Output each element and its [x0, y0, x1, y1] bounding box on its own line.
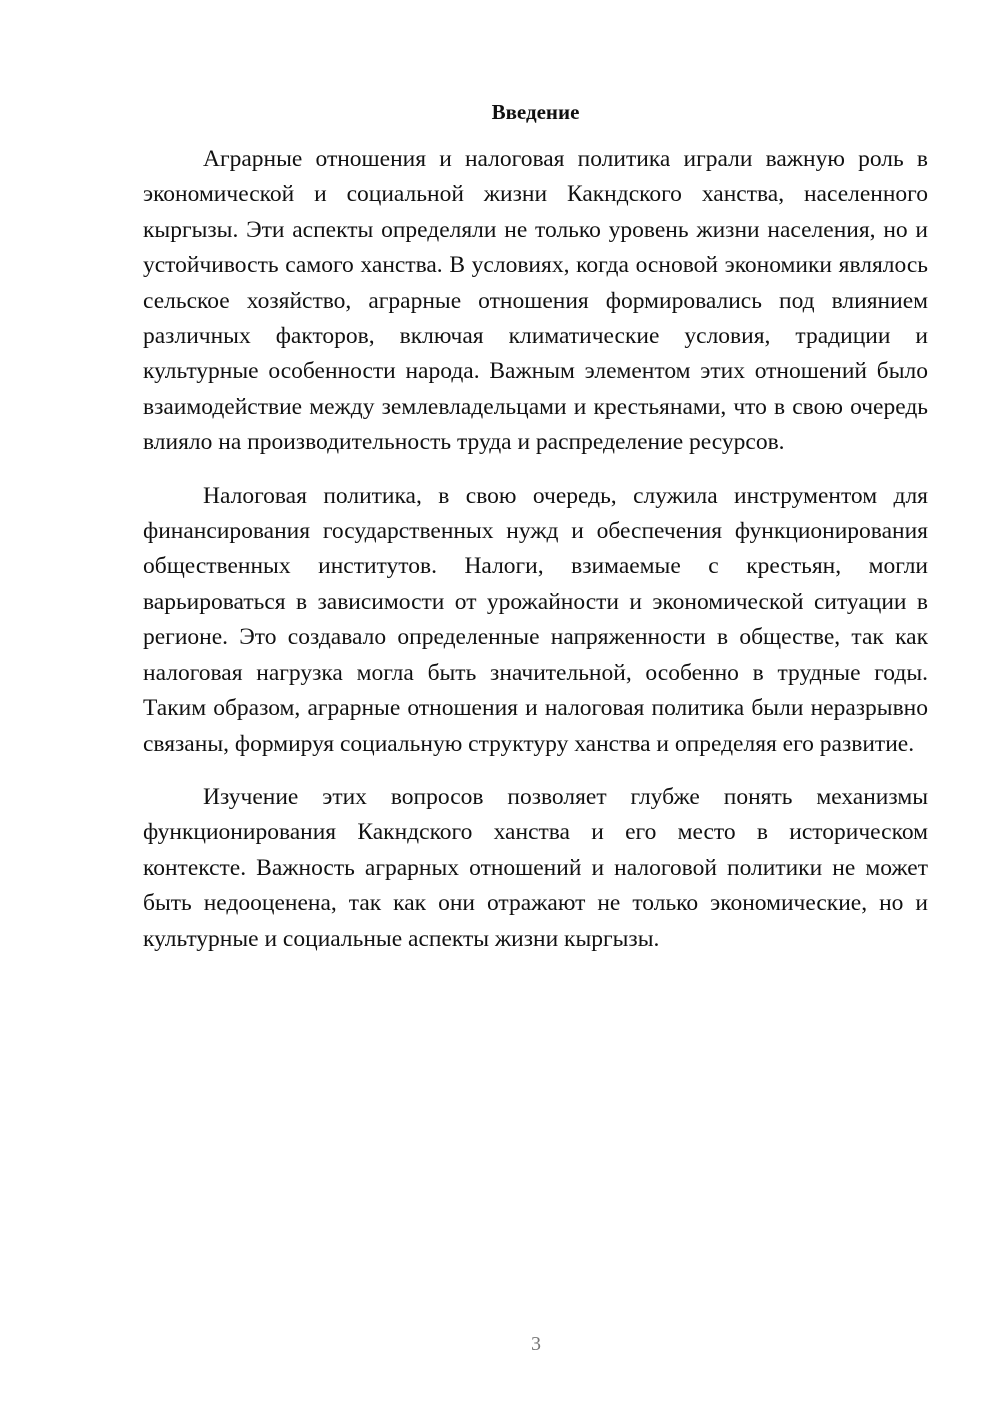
paragraph-2: Налоговая политика, в свою очередь, служила инструментом для финансирования государственных нужд и обеспечения функционирования общественных институтов. Налоги, взимаемые с крестьян, могли варьироваться в зависимости от урожайности и экономической ситуации в регионе. Это создавало определенные напряженности в обществе, так как налоговая нагрузка могла быть значительной, особенно в трудные годы. Таким образом, аграрные отношения и налоговая политика были неразрывно связаны, формируя социальную структуру ханства и определяя его развитие.	[143, 482, 928, 757]
paragraph-3: Изучение этих вопросов позволяет глубже понять механизмы функционирования Какндского ханства и его место в историческом контексте. Важность аграрных отношений и налоговой политики не может быть недооценена, так как они отражают не только экономические, но и культурные и социальные аспекты жизни кыргызы.	[143, 783, 928, 952]
page-number: 3	[531, 1333, 541, 1355]
paragraph-1: Аграрные отношения и налоговая политика играли важную роль в экономической и социальной жизни Какндского ханства, населенного кыргызы. Эти аспекты определяли не только уровень жизни населения, но и устойчивость самого ханства. В условиях, когда основой экономики являлось сельское хозяйство, аграрные отношения формировались под влиянием различных факторов, включая климатические условия, традиции и культурные особенности народа. Важным элементом этих отношений было взаимодействие между землевладельцами и крестьянами, что в свою очередь влияло на производительность труда и распределение ресурсов.	[143, 146, 928, 456]
page-title: Введение	[491, 100, 580, 124]
body-text	[143, 142, 928, 975]
